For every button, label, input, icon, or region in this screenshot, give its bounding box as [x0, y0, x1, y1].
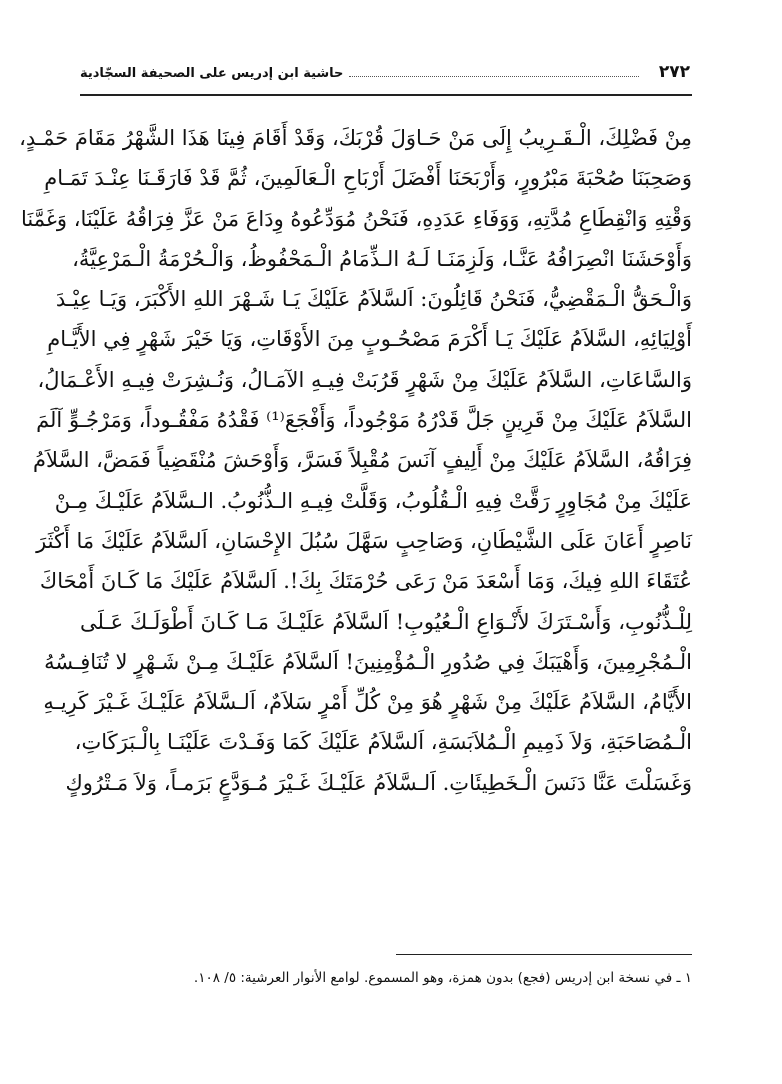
text-line: عُتَقَاءَ اللهِ فِيكَ، وَمَا أَسْعَدَ مَنْ رَعَى حُرْمَتَكَ بِكَ!. اَلسَّلاَمُ عَلَيْكَ مَا كَـانَ أَمْحَاكَ: [39, 569, 692, 594]
text-line: الأَيَّامُ، السَّلاَمُ عَلَيْكَ مِنْ شَهْرٍ هُوَ مِنْ كُلِّ أَمْرٍ سَلاَمٌ، اَلـسَّلاَمُ عَلَيْـكَ غَـيْرَ كَرِيـهِ: [43, 690, 692, 715]
text-line: مِنْ فَضْلِكَ، الْـقَـرِيبُ إِلَى مَنْ حَـاوَلَ قُرْبَكَ، وَقَدْ أَقَامَ فِينَا هَذَا الشَّهْرُ مَقَامَ حَمْـدٍ،: [19, 126, 692, 150]
text-line: الْـمُصَاحَبَةِ، وَلاَ ذَمِيمِ الْـمُلاَبَسَةِ، اَلسَّلاَمُ عَلَيْكَ كَمَا وَفَـدْتَ عَلَيْنَـا بِالْـبَرَكَاتِ،: [74, 730, 692, 755]
running-title: حاشية ابن إدريس على الصحيفة السجّادية: [80, 66, 344, 81]
footnote-rule: [396, 954, 692, 955]
text-line: الْـمُجْرِمِينَ، وَأَهْيَبَكَ فِي صُدُورِ الْـمُؤْمِنِينَ! اَلسَّلاَمُ عَلَيْـكَ مِـنْ شَـهْرٍ لا تُنَافِـسُهُ: [44, 649, 692, 674]
text-line: وَالسَّاعَاتِ، السَّلاَمُ عَلَيْكَ مِنْ شَهْرٍ قَرُبَتْ فِيـهِ الآمَـالُ، وَنُـشِرَتْ فِيـهِ الأَعْـمَالُ،: [37, 367, 692, 392]
text-line: وَالْـحَقُّ الْـمَقْضِيُّ، فَنَحْنُ قَائِلُونَ: اَلسَّلاَمُ عَلَيْكَ يَـا شَـهْرَ اللهِ الأَكْبَرَ، وَيَـا عِيْـدَ: [55, 287, 692, 312]
text-line: وَغَسَلْتَ عَنَّا دَنَسَ الْـخَطِيئَاتِ. اَلـسَّلاَمُ عَلَيْـكَ غَـيْرَ مُـوَدَّعٍ بَرَمـاً، وَلاَ مَـتْرُوكٍ: [65, 770, 692, 795]
text-line: وَأَوْحَشَنَا انْصِرَافُهُ عَنَّـا، وَلَزِمَنَـا لَـهُ الـذِّمَامُ الْـمَحْفُوظُ، وَالْـحُرْمَةُ الْـمَرْعِيَّةُ،: [72, 246, 692, 271]
text-line: أَوْلِيَائِهِ، السَّلاَمُ عَلَيْكَ يَـا أَكْرَمَ مَصْحُـوبٍ مِنَ الأَوْقَاتِ، وَيَا خَيْرَ شَهْرٍ فِي الأَيَّـامِ: [47, 327, 692, 352]
page-header: [80, 62, 690, 92]
text-line: وَقْتِهِ وَانْقِطَاعِ مُدَّتِهِ، وَوَفَاءِ عَدَدِهِ، فَنَحْنُ مُوَدِّعُوهُ وِدَاعَ مَنْ عَزَّ فِرَاقُهُ عَلَيْنَا، وَغَمَّنَا: [21, 206, 692, 231]
body-text: [19, 118, 692, 803]
header-rule: [80, 94, 692, 96]
text-line: السَّلاَمُ عَلَيْكَ مِنْ قَرِينٍ جَلَّ قَدْرُهُ مَوْجُوداً، وَأَفْجَعَ⁽¹⁾ فَقْدُهُ مَفْقُـوداً، وَمَرْجُـوٍّ آلَمَ: [36, 408, 692, 433]
text-line: فِرَاقُهُ، السَّلاَمُ عَلَيْكَ مِنْ أَلِيفٍ آنَسَ مُقْبِلاً فَسَرَّ، وَأَوْحَشَ مُنْقَضِياً فَمَضَّ، السَّلاَمُ: [32, 448, 692, 473]
text-line: لِلْـذُّنُوبِ، وَأَسْـتَرَكَ لأَنْـوَاعِ الْـعُيُوبِ! اَلسَّلاَمُ عَلَيْـكَ مَـا كَـانَ أَطْوَلَـكَ عَـلَى: [80, 609, 692, 634]
footnote: ١ ـ في نسخة ابن إدريس (فجع) بدون همزة، وهو المسموع. لوامع الأنوار العرشية: ٥/ ١٠٨.: [193, 970, 692, 986]
page-number: ٢٧٢: [658, 62, 690, 82]
text-line: وَصَحِبَنَا صُحْبَةَ مَبْرُورٍ، وَأَرْبَحَنَا أَفْضَلَ أَرْبَاحِ الْـعَالَمِينَ، ثُمَّ قَدْ فَارَقَـنَا عِنْـدَ تَمَـامِ: [44, 166, 692, 191]
header-dotted-leader: [349, 75, 638, 77]
text-line: نَاصِرٍ أَعَانَ عَلَى الشَّيْطَانِ، وَصَاحِبٍ سَهَّلَ سُبُلَ الإِحْسَانِ، اَلسَّلاَمُ عَلَيْكَ مَا أَكْثَرَ: [36, 528, 692, 553]
text-line: عَلَيْكَ مِنْ مُجَاوِرٍ رَقَّتْ فِيهِ الْـقُلُوبُ، وَقَلَّتْ فِيـهِ الـذُّنُوبُ. الـسَّلاَمُ عَلَيْـكَ مِـنْ: [54, 488, 692, 513]
